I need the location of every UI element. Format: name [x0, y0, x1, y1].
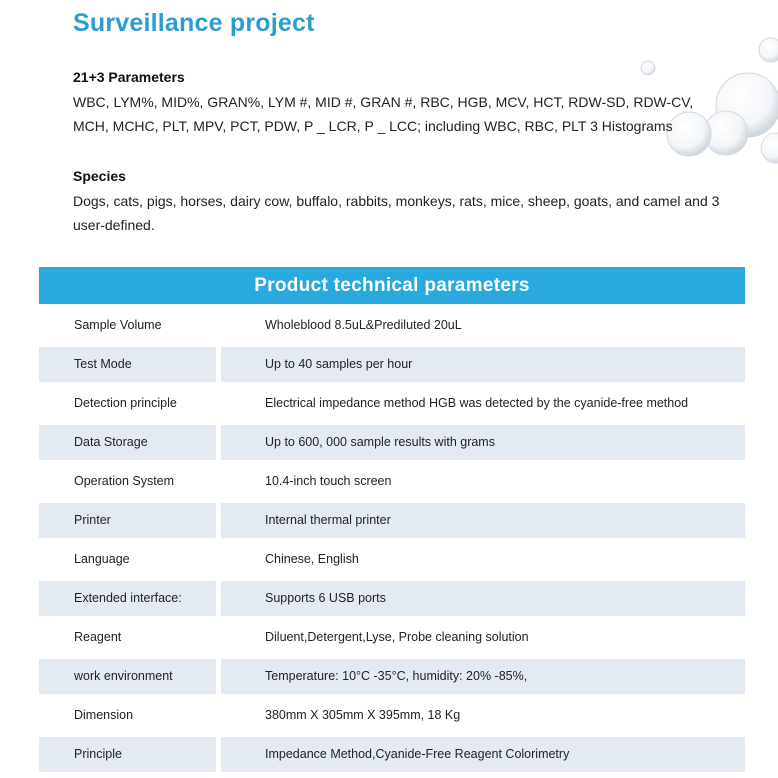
parameters-heading: 21+3 Parameters: [73, 69, 185, 85]
row-label: Principle: [39, 737, 216, 772]
row-label: Sample Volume: [74, 318, 162, 332]
table-row: [39, 659, 745, 694]
row-value: 380mm X 305mm X 395mm, 18 Kg: [265, 708, 461, 722]
table-row: [39, 620, 745, 655]
spec-table: [39, 308, 745, 776]
row-label: Data Storage: [39, 425, 216, 460]
row-value: Wholeblood 8.5uL&Prediluted 20uL: [265, 318, 462, 332]
table-row: [39, 347, 745, 382]
page-title: Surveillance project: [73, 9, 315, 37]
species-section: [73, 167, 733, 237]
row-value: Electrical impedance method HGB was detected by the cyanide-free method: [265, 396, 689, 410]
row-value: Up to 40 samples per hour: [221, 347, 745, 382]
row-value: Chinese, English: [265, 552, 359, 566]
table-row: [39, 503, 745, 538]
row-label: Reagent: [74, 630, 122, 644]
table-row: [39, 698, 745, 733]
row-value: Internal thermal printer: [221, 503, 745, 538]
table-row: [39, 737, 745, 772]
row-label: Language: [74, 552, 130, 566]
row-label: Dimension: [74, 708, 134, 722]
table-row: [39, 386, 745, 421]
species-heading: Species: [73, 168, 126, 184]
table-row: [39, 464, 745, 499]
row-label: Operation System: [74, 474, 175, 488]
species-list: Dogs, cats, pigs, horses, dairy cow, buffalo, rabbits, monkeys, rats, mice, sheep, goats, and camel and 3 user-defined.: [73, 193, 720, 233]
row-value: Impedance Method,Cyanide-Free Reagent Colorimetry: [221, 737, 745, 772]
table-row: [39, 308, 745, 343]
table-row: [39, 581, 745, 616]
row-value: Up to 600, 000 sample results with grams: [221, 425, 745, 460]
row-label: Test Mode: [39, 347, 216, 382]
row-value: 10.4-inch touch screen: [265, 474, 392, 488]
parameters-section: [73, 68, 713, 138]
row-label: Printer: [39, 503, 216, 538]
table-row: [39, 542, 745, 577]
row-label: Extended interface:: [39, 581, 216, 616]
parameters-list: WBC, LYM%, MID%, GRAN%, LYM #, MID #, GRAN #, RBC, HGB, MCV, HCT, RDW-SD, RDW-CV, MCH, MCHC, PLT, MPV, PCT, PDW, P _ LCR, P _ LCC; including WBC, RBC, PLT 3 Histograms: [73, 94, 694, 134]
row-value: Diluent,Detergent,Lyse, Probe cleaning solution: [265, 630, 529, 644]
row-value: Supports 6 USB ports: [221, 581, 745, 616]
row-label: work environment: [39, 659, 216, 694]
row-value: Temperature: 10°C -35°C, humidity: 20% -85%,: [221, 659, 745, 694]
table-header: Product technical parameters: [39, 267, 745, 304]
row-label: Detection principle: [74, 396, 177, 410]
table-row: [39, 425, 745, 460]
